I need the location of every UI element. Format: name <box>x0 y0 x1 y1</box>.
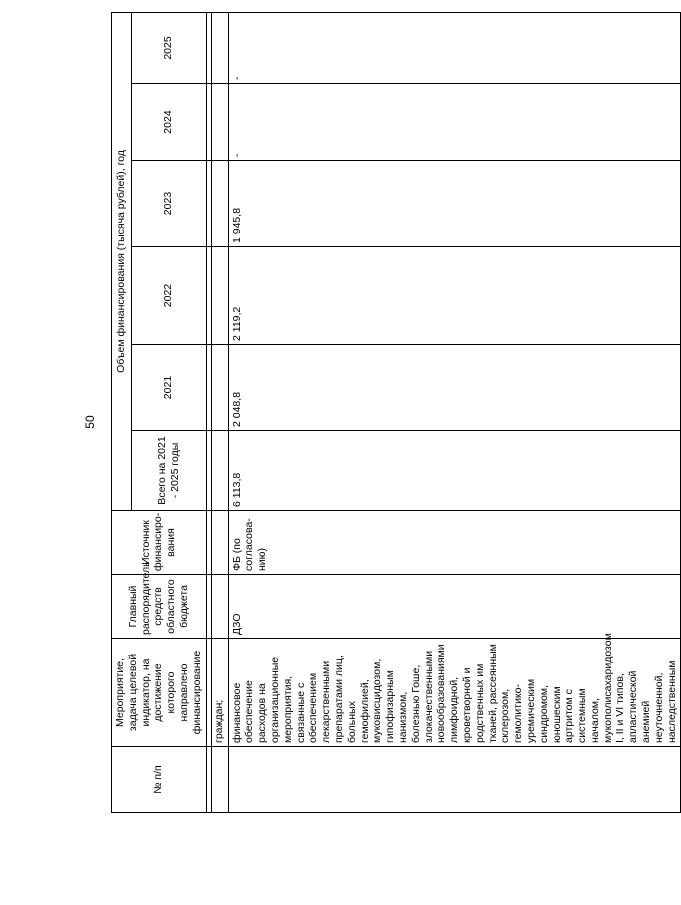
row-source: ФБ (по согласова-нию) <box>228 511 681 575</box>
continuation-row <box>211 12 228 812</box>
row-2024: - <box>228 84 681 161</box>
row-num <box>228 747 681 813</box>
header-2025: 2025 <box>131 12 206 83</box>
header-num: № п/п <box>112 747 207 813</box>
table-row <box>228 12 681 812</box>
row-activity: финансовое обеспечение расходов на организационные мероприятия, связанные с обеспечением лекарственными препаратами лиц, больных гемофилией, муковисцидозом, гипофизарным нанизмом, болезнью Гоше, злокачественными новообразованиями лимфоидной, кроветворной и родственных им тканей, рассеянным склерозом, гемолитико-уремическим синдромом, юношеским артритом с системным началом, мукополисахаридозом I, II и VI типов, апластической анемией неуточненной, наследственным <box>228 639 681 747</box>
header-2022: 2022 <box>131 247 206 345</box>
header-manager: Главный распорядитель средств областного бюджета <box>112 575 207 639</box>
row-2025: - <box>228 12 681 83</box>
financing-table <box>111 12 681 813</box>
header-2024: 2024 <box>131 84 206 161</box>
header-2023: 2023 <box>131 161 206 247</box>
header-2021: 2021 <box>131 345 206 431</box>
row-2022: 2 119,2 <box>228 247 681 345</box>
row-2021: 2 048,8 <box>228 345 681 431</box>
rotated-page <box>111 13 678 813</box>
row-2023: 1 945,8 <box>228 161 681 247</box>
continuation-text: граждан; <box>211 639 228 747</box>
page-number: 50 <box>83 415 97 429</box>
row-total: 6 113,8 <box>228 431 681 511</box>
header-volume-group: Объем финансирования (тысяча рублей), год <box>112 12 132 510</box>
header-total: Всего на 2021 - 2025 годы <box>131 431 206 511</box>
header-source: Источник финансиро-вания <box>112 511 207 575</box>
header-activity: Мероприятие, задача целевой индикатор, на достижение которого направлено финансирование <box>112 639 207 747</box>
row-manager: ДЗО <box>228 575 681 639</box>
